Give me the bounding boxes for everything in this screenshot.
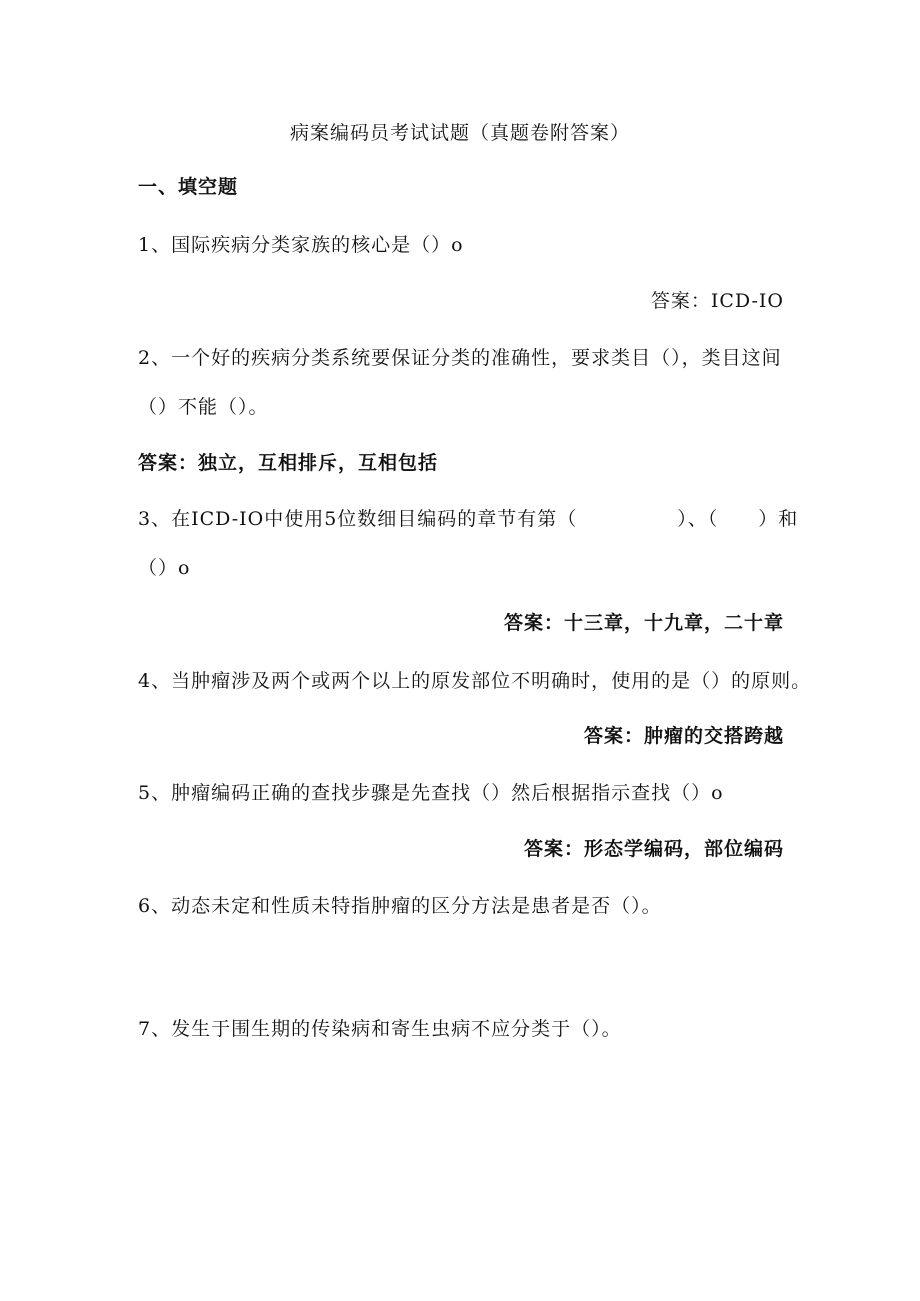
answer-1: 答案：ICD-IO xyxy=(650,290,784,312)
question-3-line-1: 3、在ICD-IO中使用5位数细目编码的章节有第（ ）、（ ）和 xyxy=(138,508,799,530)
answer-3: 答案：十三章，十九章，二十章 xyxy=(503,612,784,634)
question-5: 5、肿瘤编码正确的查找步骤是先查找（）然后根据指示查找（）o xyxy=(138,782,724,804)
question-6: 6、动态未定和性质未特指肿瘤的区分方法是患者是否（）。 xyxy=(138,895,662,917)
document-title: 病案编码员考试试题（真题卷附答案） xyxy=(289,122,630,144)
question-2-line-2: （）不能（）。 xyxy=(138,396,269,418)
answer-2: 答案：独立，互相排斥，互相包括 xyxy=(138,452,439,474)
question-7: 7、发生于围生期的传染病和寄生虫病不应分类于（）。 xyxy=(138,1018,622,1040)
section-heading: 一、填空题 xyxy=(138,176,239,198)
question-2-line-1: 2、一个好的疾病分类系统要保证分类的准确性，要求类目（），类目这间 xyxy=(138,347,782,369)
answer-5: 答案：形态学编码，部位编码 xyxy=(523,838,784,860)
question-3-line-2: （）o xyxy=(138,557,191,579)
question-1: 1、国际疾病分类家族的核心是（）o xyxy=(138,234,464,256)
answer-4: 答案：肿瘤的交搭跨越 xyxy=(583,725,784,747)
question-4: 4、当肿瘤涉及两个或两个以上的原发部位不明确时，使用的是（）的原则。 xyxy=(138,670,812,692)
